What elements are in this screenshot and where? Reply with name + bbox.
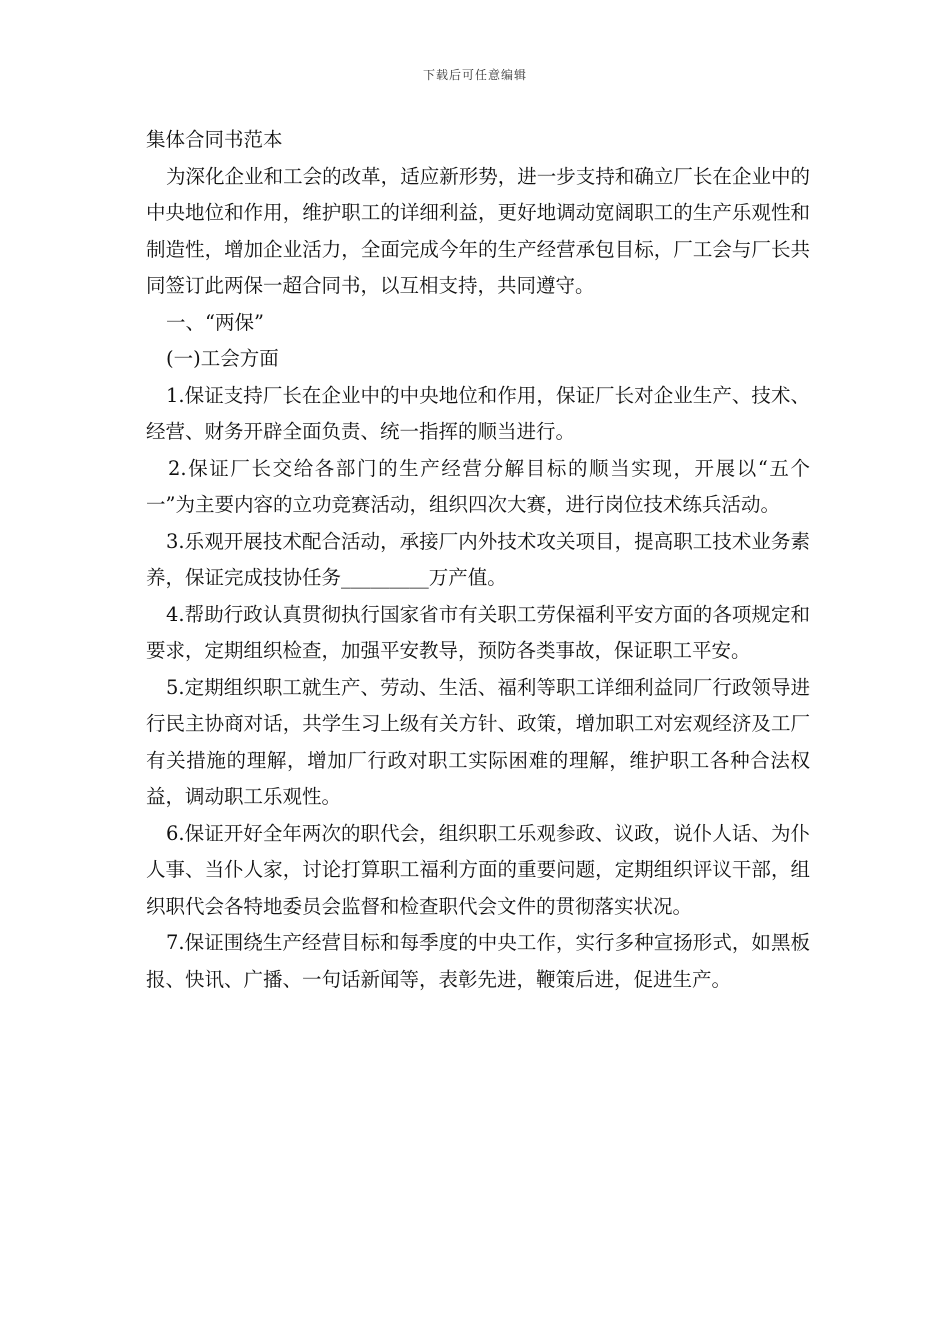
list-item-2: 2.保证厂长交给各部门的生产经营分解目标的顺当实现，开展以“五个一”为主要内容的立功竞赛活动，组织四次大赛，进行岗位技术练兵活动。 bbox=[146, 456, 810, 516]
list-item-6: 6.保证开好全年两次的职代会，组织职工乐观参政、议政，说仆人话、为仆人事、当仆人家，讨论打算职工福利方面的重要问题，定期组织评议干部，组织职代会各特地委员会监督和检查职代会文件的贯彻落实状况。 bbox=[146, 821, 810, 918]
list-item-1: 1.保证支持厂长在企业中的中央地位和作用，保证厂长对企业生产、技术、经营、财务开辟全面负责、统一指挥的顺当进行。 bbox=[146, 383, 810, 443]
subsection-heading: (一)工会方面 bbox=[166, 347, 279, 370]
list-item-3: 3.乐观开展技术配合活动，承接厂内外技术攻关项目，提高职工技术业务素养，保证完成技协任务_________万产值。 bbox=[146, 529, 810, 589]
list-item-5: 5.定期组织职工就生产、劳动、生活、福利等职工详细利益同厂行政领导进行民主协商对话，共学生习上级有关方针、政策，增加职工对宏观经济及工厂有关措施的理解，增加厂行政对职工实际困难的理解，维护职工各种合法权益，调动职工乐观性。 bbox=[146, 675, 810, 808]
section-heading: 一、“两保” bbox=[166, 310, 264, 334]
list-item-7: 7.保证围绕生产经营目标和每季度的中央工作，实行多种宣扬形式，如黑板报、快讯、广播、一句话新闻等，表彰先进，鞭策后进，促进生产。 bbox=[146, 931, 810, 991]
header-note: 下载后可任意编辑 bbox=[422, 68, 527, 82]
intro-paragraph: 为深化企业和工会的改革，适应新形势，进一步支持和确立厂长在企业中的中央地位和作用，维护职工的详细利益，更好地调动宽阔职工的生产乐观性和制造性，增加企业活力，全面完成今年的生产经营承包目标，厂工会与厂长共同签订此两保一超合同书，以互相支持，共同遵守。 bbox=[146, 164, 810, 297]
list-item-4: 4.帮助行政认真贯彻执行国家省市有关职工劳保福利平安方面的各项规定和要求，定期组织检查，加强平安教导，预防各类事故，保证职工平安。 bbox=[146, 602, 810, 662]
document-body bbox=[146, 122, 810, 998]
document-title: 集体合同书范本 bbox=[146, 128, 283, 151]
